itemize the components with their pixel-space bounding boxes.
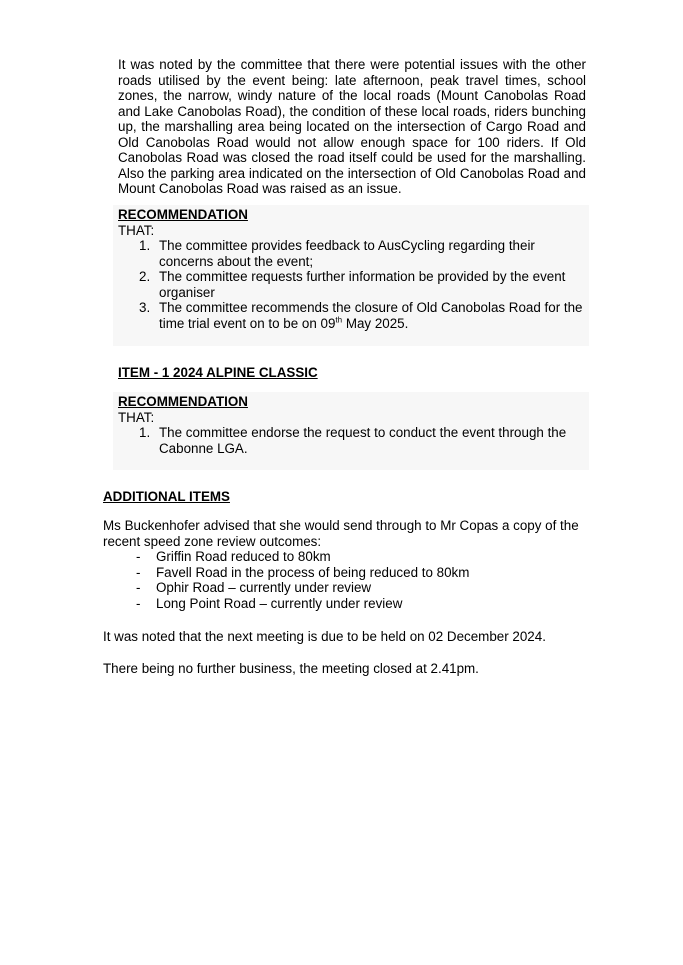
list-item-text: Favell Road in the process of being reduced to 80km (156, 564, 470, 580)
list-item-text-part: May 2025. (342, 315, 409, 331)
closing-text: There being no further business, the meeting closed at 2.41pm. (103, 661, 479, 676)
ordinal-suffix: th (335, 315, 343, 325)
list-number: 2. (139, 269, 151, 284)
item-heading: ITEM - 1 2024 ALPINE CLASSIC (118, 365, 318, 380)
list-number: 1. (139, 425, 151, 440)
list-number: 3. (139, 300, 151, 315)
list-item-text: The committee endorse the request to conduct the event through the Cabonne LGA. (159, 425, 567, 456)
list-item-text: The committee requests further information be provided by the event organiser (159, 269, 566, 300)
dash-bullet: - (136, 580, 141, 595)
list-item (103, 549, 586, 565)
list-item (103, 596, 586, 612)
recommendation-heading: RECOMMENDATION (118, 394, 248, 409)
list-item (118, 300, 586, 331)
that-label: THAT: (118, 222, 155, 238)
list-item-text-part: The committee recommends the closure of Old Canobolas Road for the time trial event on to be on 09 (159, 300, 583, 331)
list-item-text: Ophir Road – currently under review (156, 580, 372, 595)
recommendation-block-2 (118, 394, 586, 456)
list-item-text: Long Point Road – currently under review (156, 595, 403, 611)
list-item-text: Griffin Road reduced to 80km (156, 549, 331, 564)
list-item (103, 580, 586, 596)
dash-bullet: - (136, 549, 141, 564)
list-item (118, 269, 586, 300)
next-meeting-text: It was noted that the next meeting is due to be held on 02 December 2024. (103, 629, 546, 644)
that-label: THAT: (118, 409, 155, 425)
speed-zone-list (103, 549, 586, 611)
additional-items-heading: ADDITIONAL ITEMS (103, 489, 230, 504)
list-item (118, 425, 586, 456)
recommendation-list (118, 238, 586, 331)
recommendation-heading: RECOMMENDATION (118, 207, 248, 222)
dash-bullet: - (136, 595, 141, 611)
list-item-text: The committee provides feedback to AusCycling regarding their concerns about the event; (159, 238, 535, 269)
intro-paragraph: It was noted by the committee that there were potential issues with the other roads utilised by the event being: late afternoon, peak travel times, school zones, the narrow, windy nature of the local roads (Mount Canobolas Road and Lake Canobolas Road), the condition of these local roads, riders bunching up, the marshalling area being located on the intersection of Cargo Road and Old Canobolas Road would not allow enough space for 100 riders. If Old Canobolas Road was closed the road itself could be used for the marshalling. Also the parking area indicated on the intersection of Old Canobolas Road and Mount Canobolas Road was raised as an issue. (118, 57, 586, 196)
dash-bullet: - (136, 564, 141, 580)
additional-items-intro: Ms Buckenhofer advised that she would send through to Mr Copas a copy of the recent speed zone review outcomes: (103, 518, 579, 549)
list-item (118, 238, 586, 269)
recommendation-block-1 (118, 207, 586, 331)
list-item (103, 565, 586, 581)
recommendation-list (118, 425, 586, 456)
list-number: 1. (139, 238, 151, 253)
list-item-text (159, 300, 583, 331)
